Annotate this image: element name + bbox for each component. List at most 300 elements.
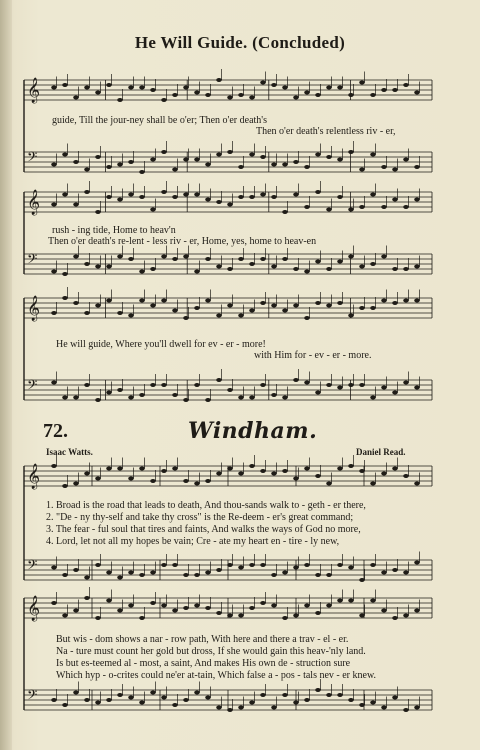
note-head <box>183 193 189 197</box>
note-head <box>194 158 200 162</box>
note-head <box>51 698 57 702</box>
note-head <box>150 267 156 271</box>
note-head <box>414 198 420 202</box>
note-head <box>161 469 167 473</box>
note-head <box>117 98 123 102</box>
note-head <box>414 91 420 95</box>
note-head <box>150 158 156 162</box>
note-head <box>315 573 321 577</box>
note-head <box>117 163 123 167</box>
note-head <box>51 270 57 274</box>
note-head <box>381 165 387 169</box>
note-head <box>348 314 354 318</box>
note-head <box>326 267 332 271</box>
note-head <box>183 158 189 162</box>
note-head <box>260 469 266 473</box>
note-head <box>95 210 101 214</box>
note-head <box>370 306 376 310</box>
note-head <box>348 383 354 387</box>
note-head <box>216 200 222 204</box>
verse-line: 4. Lord, let not all my hopes be vain; Cre - ate my heart en - tire - ly new, <box>46 536 340 547</box>
note-head <box>51 601 57 605</box>
note-head <box>172 309 178 313</box>
note-head <box>337 693 343 697</box>
note-head <box>95 265 101 269</box>
note-head <box>172 703 178 707</box>
note-head <box>304 467 310 471</box>
note-head <box>183 573 189 577</box>
note-head <box>293 160 299 164</box>
note-head <box>106 571 112 575</box>
note-head <box>227 203 233 207</box>
note-head <box>249 309 255 313</box>
note-head <box>227 150 233 154</box>
note-head <box>194 306 200 310</box>
note-head <box>359 81 365 85</box>
note-head <box>238 93 244 97</box>
note-head <box>304 698 310 702</box>
note-head <box>359 614 365 618</box>
lyric-line: rush - ing tide, Home to heav'n <box>52 225 176 236</box>
note-head <box>95 477 101 481</box>
note-head <box>73 396 79 400</box>
note-head <box>414 706 420 710</box>
verse-line: Na - ture must count her gold but dross, If she would gain this heav-'nly land. <box>56 646 366 657</box>
lyric-line: Then o'er death's relentless riv - er, <box>256 126 396 137</box>
bass-clef: 𝄢 <box>27 251 38 270</box>
note-head <box>194 691 200 695</box>
note-head <box>304 604 310 608</box>
note-head <box>315 93 321 97</box>
note-head <box>348 255 354 259</box>
verse-line: But wis - dom shows a nar - row path, With here and there a trav - el - er. <box>56 634 349 645</box>
note-head <box>172 257 178 261</box>
note-head <box>249 262 255 266</box>
note-head <box>326 693 332 697</box>
note-head <box>216 568 222 572</box>
note-head <box>370 153 376 157</box>
note-head <box>150 208 156 212</box>
note-head <box>315 153 321 157</box>
note-head <box>62 193 68 197</box>
note-head <box>381 706 387 710</box>
note-head <box>205 198 211 202</box>
note-head <box>403 474 409 478</box>
note-head <box>128 696 134 700</box>
note-head <box>106 195 112 199</box>
note-head <box>337 386 343 390</box>
bass-clef: 𝄢 <box>27 149 38 168</box>
note-head <box>403 381 409 385</box>
page-title: He Will Guide. (Concluded) <box>134 33 346 52</box>
note-head <box>128 257 134 261</box>
note-head <box>128 604 134 608</box>
note-head <box>117 198 123 202</box>
note-head <box>73 255 79 259</box>
note-head <box>326 304 332 308</box>
note-head <box>183 86 189 90</box>
note-head <box>315 474 321 478</box>
note-head <box>227 304 233 308</box>
note-head <box>117 311 123 315</box>
note-head <box>326 383 332 387</box>
note-head <box>117 388 123 392</box>
note-head <box>161 383 167 387</box>
note-head <box>293 378 299 382</box>
note-head <box>282 693 288 697</box>
note-head <box>348 150 354 154</box>
treble-clef: 𝄞 <box>27 78 41 103</box>
note-head <box>106 599 112 603</box>
lyric-line: Then o'er death's re-lent - less riv - er, Home, yes, home to heav-en <box>48 236 317 247</box>
note-head <box>205 479 211 483</box>
note-head <box>348 698 354 702</box>
note-head <box>282 163 288 167</box>
note-head <box>183 398 189 402</box>
note-head <box>359 168 365 172</box>
note-head <box>370 262 376 266</box>
note-head <box>315 391 321 395</box>
note-head <box>238 314 244 318</box>
note-head <box>150 601 156 605</box>
note-head <box>51 381 57 385</box>
lyric-line: guide, Till the jour-ney shall be o'er; Then o'er death's <box>52 115 267 126</box>
note-head <box>326 155 332 159</box>
note-head <box>139 616 145 620</box>
note-head <box>271 393 277 397</box>
note-head <box>106 467 112 471</box>
note-head <box>128 477 134 481</box>
note-head <box>315 301 321 305</box>
note-head <box>414 386 420 390</box>
note-head <box>260 81 266 85</box>
hymn-title: Windham. <box>188 418 318 444</box>
note-head <box>194 573 200 577</box>
note-head <box>249 96 255 100</box>
note-head <box>84 262 90 266</box>
note-head <box>84 168 90 172</box>
note-head <box>304 91 310 95</box>
note-head <box>293 477 299 481</box>
hymn-number: 72. <box>43 420 68 442</box>
note-head <box>172 467 178 471</box>
note-head <box>161 299 167 303</box>
note-head <box>359 306 365 310</box>
note-head <box>73 482 79 486</box>
treble-clef: 𝄞 <box>27 296 41 321</box>
note-head <box>315 260 321 264</box>
verse-line: Is but es-teemed al - most, a saint, And makes His own de - struction sure <box>56 658 351 669</box>
note-head <box>216 153 222 157</box>
note-head <box>260 193 266 197</box>
note-head <box>62 83 68 87</box>
note-head <box>271 83 277 87</box>
note-head <box>315 688 321 692</box>
note-head <box>183 698 189 702</box>
note-head <box>139 299 145 303</box>
note-head <box>73 96 79 100</box>
note-head <box>205 571 211 575</box>
note-head <box>348 208 354 212</box>
note-head <box>62 396 68 400</box>
note-head <box>227 614 233 618</box>
note-head <box>172 563 178 567</box>
note-head <box>414 561 420 565</box>
note-head <box>139 701 145 705</box>
note-head <box>128 396 134 400</box>
note-head <box>106 698 112 702</box>
note-head <box>370 482 376 486</box>
note-head <box>117 467 123 471</box>
note-head <box>51 86 57 90</box>
note-head <box>370 701 376 705</box>
note-head <box>403 708 409 712</box>
note-head <box>282 616 288 620</box>
note-head <box>271 472 277 476</box>
note-head <box>348 599 354 603</box>
note-head <box>304 381 310 385</box>
note-head <box>84 86 90 90</box>
lyric-line: with Him for - ev - er - more. <box>254 350 372 361</box>
note-head <box>249 396 255 400</box>
note-head <box>282 210 288 214</box>
note-head <box>293 566 299 570</box>
note-head <box>150 88 156 92</box>
note-head <box>205 606 211 610</box>
note-head <box>282 571 288 575</box>
note-head <box>161 255 167 259</box>
note-head <box>84 190 90 194</box>
note-head <box>403 83 409 87</box>
bass-clef: 𝄢 <box>27 687 38 706</box>
note-head <box>95 563 101 567</box>
note-head <box>293 304 299 308</box>
note-head <box>414 609 420 613</box>
note-head <box>326 573 332 577</box>
note-head <box>161 696 167 700</box>
note-head <box>282 469 288 473</box>
note-head <box>238 566 244 570</box>
note-head <box>271 265 277 269</box>
note-head <box>414 299 420 303</box>
note-head <box>161 190 167 194</box>
note-head <box>106 299 112 303</box>
note-head <box>73 568 79 572</box>
note-head <box>348 464 354 468</box>
note-head <box>271 304 277 308</box>
note-head <box>304 270 310 274</box>
note-head <box>194 270 200 274</box>
note-head <box>337 599 343 603</box>
note-head <box>381 255 387 259</box>
note-head <box>51 464 57 468</box>
note-head <box>139 573 145 577</box>
verse-line: 2. "De - ny thy-self and take thy cross" is the Re-deem - er's great command; <box>46 512 354 523</box>
note-head <box>249 195 255 199</box>
bass-clef: 𝄢 <box>27 377 38 396</box>
note-head <box>381 472 387 476</box>
note-head <box>84 383 90 387</box>
note-head <box>205 93 211 97</box>
note-head <box>172 609 178 613</box>
note-head <box>392 168 398 172</box>
note-head <box>73 609 79 613</box>
note-head <box>128 160 134 164</box>
treble-clef: 𝄞 <box>27 464 41 489</box>
note-head <box>227 467 233 471</box>
note-head <box>139 270 145 274</box>
note-head <box>348 566 354 570</box>
note-head <box>194 91 200 95</box>
note-head <box>392 88 398 92</box>
note-head <box>183 255 189 259</box>
note-head <box>293 193 299 197</box>
note-head <box>161 604 167 608</box>
note-head <box>348 93 354 97</box>
note-head <box>95 304 101 308</box>
note-head <box>117 255 123 259</box>
note-head <box>128 86 134 90</box>
note-head <box>150 691 156 695</box>
note-head <box>337 563 343 567</box>
note-head <box>315 190 321 194</box>
note-head <box>403 571 409 575</box>
note-head <box>95 616 101 620</box>
note-head <box>84 698 90 702</box>
note-head <box>194 383 200 387</box>
note-head <box>51 203 57 207</box>
note-head <box>271 573 277 577</box>
note-head <box>205 299 211 303</box>
note-head <box>194 604 200 608</box>
note-head <box>392 267 398 271</box>
note-head <box>205 398 211 402</box>
note-head <box>62 153 68 157</box>
note-head <box>304 165 310 169</box>
note-head <box>359 205 365 209</box>
note-head <box>139 86 145 90</box>
note-head <box>227 708 233 712</box>
note-head <box>260 693 266 697</box>
note-head <box>392 616 398 620</box>
note-head <box>161 98 167 102</box>
note-head <box>337 158 343 162</box>
note-head <box>392 391 398 395</box>
note-head <box>73 160 79 164</box>
note-head <box>282 257 288 261</box>
note-head <box>95 155 101 159</box>
note-head <box>326 208 332 212</box>
note-head <box>117 693 123 697</box>
note-head <box>216 314 222 318</box>
note-head <box>51 311 57 315</box>
note-head <box>403 267 409 271</box>
treble-clef: 𝄞 <box>27 190 41 215</box>
note-head <box>227 267 233 271</box>
note-head <box>128 571 134 575</box>
note-head <box>271 604 277 608</box>
note-head <box>414 165 420 169</box>
note-head <box>183 316 189 320</box>
note-head <box>150 571 156 575</box>
note-head <box>73 203 79 207</box>
note-head <box>381 386 387 390</box>
note-head <box>139 393 145 397</box>
note-head <box>293 267 299 271</box>
note-head <box>106 391 112 395</box>
note-head <box>205 696 211 700</box>
note-head <box>95 398 101 402</box>
note-head <box>260 383 266 387</box>
note-head <box>359 469 365 473</box>
note-head <box>392 198 398 202</box>
note-head <box>216 472 222 476</box>
note-head <box>293 701 299 705</box>
note-head <box>271 195 277 199</box>
note-head <box>128 193 134 197</box>
note-head <box>227 388 233 392</box>
note-head <box>172 195 178 199</box>
note-head <box>370 193 376 197</box>
note-head <box>117 576 123 580</box>
note-head <box>62 703 68 707</box>
note-head <box>337 86 343 90</box>
verse-line: Which hyp - o-crites could ne'er at-tain, Which false a - pos - tals nev - er knew. <box>56 670 377 681</box>
bass-clef: 𝄢 <box>27 557 38 576</box>
note-head <box>282 86 288 90</box>
note-head <box>238 472 244 476</box>
note-head <box>304 205 310 209</box>
note-head <box>150 479 156 483</box>
note-head <box>260 601 266 605</box>
note-head <box>183 479 189 483</box>
note-head <box>359 703 365 707</box>
note-head <box>106 265 112 269</box>
note-head <box>238 614 244 618</box>
note-head <box>216 265 222 269</box>
note-head <box>84 576 90 580</box>
note-head <box>249 153 255 157</box>
note-head <box>370 396 376 400</box>
note-head <box>414 482 420 486</box>
note-head <box>337 467 343 471</box>
note-head <box>194 193 200 197</box>
verse-line: 3. The fear - ful soul that tires and faints, And walks the ways of God no more, <box>46 524 361 535</box>
note-head <box>337 301 343 305</box>
note-head <box>260 257 266 261</box>
note-head <box>381 205 387 209</box>
note-head <box>73 691 79 695</box>
note-head <box>51 163 57 167</box>
note-head <box>282 396 288 400</box>
note-head <box>293 96 299 100</box>
note-head <box>359 578 365 582</box>
note-head <box>238 165 244 169</box>
note-head <box>249 563 255 567</box>
note-head <box>337 260 343 264</box>
note-head <box>249 606 255 610</box>
note-head <box>161 150 167 154</box>
note-head <box>62 484 68 488</box>
note-head <box>139 467 145 471</box>
note-head <box>84 596 90 600</box>
note-head <box>205 257 211 261</box>
note-head <box>403 299 409 303</box>
note-head <box>216 611 222 615</box>
hymn-composer: Daniel Read. <box>356 447 406 457</box>
note-head <box>392 467 398 471</box>
note-head <box>62 573 68 577</box>
